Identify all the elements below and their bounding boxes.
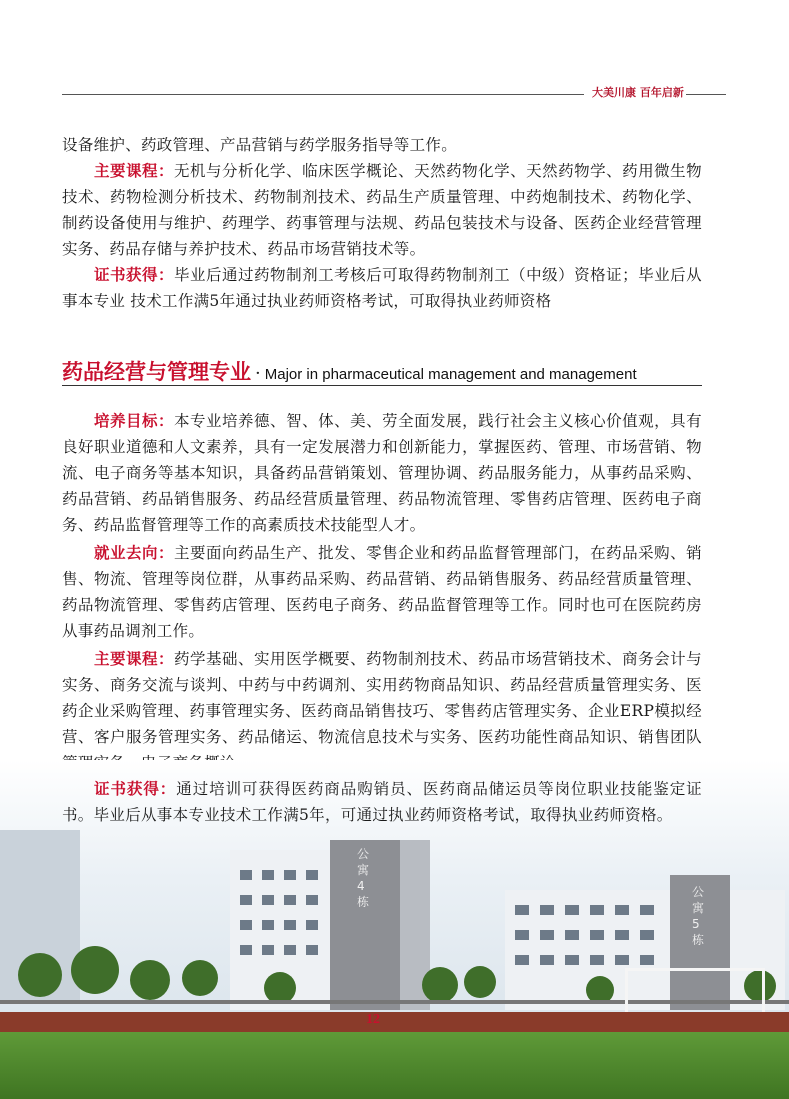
- header-rule-right: [686, 94, 726, 95]
- continuation-text: 设备维护、药政管理、产品营销与药学服务指导等工作。: [62, 136, 458, 154]
- courses-label: 主要课程：: [94, 649, 175, 668]
- section-title: [62, 356, 702, 386]
- cert-paragraph: [62, 776, 702, 828]
- top-cert-text: 毕业后通过药物制剂工考核后可取得药物制剂工（中级）资格证；毕业后从事本专业 技术工作满5年通过执业药师资格考试，可取得执业药师资格: [62, 266, 702, 310]
- employment-label: 就业去向：: [94, 543, 175, 562]
- continuation-paragraph: [62, 132, 702, 158]
- section-title-cn: 药品经营与管理专业: [62, 360, 251, 384]
- top-courses-paragraph: [62, 158, 702, 262]
- goal-text: 本专业培养德、智、体、美、劳全面发展，践行社会主义核心价值观，具有良好职业道德和人文素养，具有一定发展潜力和创新能力，掌握医药、管理、市场营销、物流、电子商务等基本知识，具备药品营销策划、管理协调、药品服务能力，从事药品采购、药品营销、药品销售服务、药品经营质量管理、药品物流管理、零售药店管理、医药电子商务、药品监督管理等工作的高素质技术技能型人才。: [62, 412, 702, 534]
- header-rule-left: [62, 94, 584, 95]
- dorm-building-left: [230, 840, 430, 1010]
- section-title-separator: ·: [255, 363, 261, 384]
- section-title-en: Major in pharmaceutical management and management: [264, 366, 637, 383]
- goal-label: 培养目标：: [94, 411, 175, 430]
- goal-paragraph: [62, 408, 702, 538]
- top-courses-label: 主要课程：: [94, 161, 175, 180]
- section-title-rule: [62, 385, 702, 386]
- employment-paragraph: [62, 540, 702, 644]
- sign-left: 公寓4栋: [357, 847, 370, 909]
- cert-label: 证书获得：: [94, 779, 177, 798]
- top-courses-text: 无机与分析化学、临床医学概论、天然药物化学、天然药物学、药用微生物技术、药物检测分析技术、药物制剂技术、药品生产质量管理、中药炮制技术、药物化学、制药设备使用与维护、药理学、药事管理与法规、药品包装技术与设备、医药企业经营管理实务、药品存储与养护技术、药品市场营销技术等。: [62, 162, 702, 258]
- page-number: 12: [366, 1012, 380, 1027]
- courses-paragraph: [62, 646, 702, 776]
- employment-text: 主要面向药品生产、批发、零售企业和药品监督管理部门，在药品采购、销售、物流、管理等岗位群，从事药品采购、药品营销、药品销售服务、药品经营质量管理、药品物流管理、零售药店管理、医药电子商务、药品监督管理等工作。同时也可在医院药房从事药品调剂工作。: [62, 544, 702, 640]
- courses-text: 药学基础、实用医学概要、药物制剂技术、药品市场营销技术、商务会计与实务、商务交流与谈判、中药与中药调剂、实用药物商品知识、药品经营质量管理实务、医药企业采购管理、药事管理实务、医药商品销售技巧、零售药店管理实务、企业ERP模拟经营、客户服务管理实务、药品储运、物流信息技术与实务、医药功能性商品知识、销售团队: [62, 650, 702, 746]
- top-cert-paragraph: [62, 262, 702, 314]
- top-cert-label: 证书获得：: [94, 265, 175, 284]
- sign-right: 公寓5栋: [692, 885, 705, 947]
- dorm-building-right: [505, 875, 785, 1010]
- header-slogan: 大美川康 百年启新: [592, 86, 684, 99]
- cert-text: 通过培训可获得医药商品购销员、医药商品储运员等岗位职业技能鉴定证书。毕业后从事本专业技术工作满5年，可通过执业药师资格考试，取得执业药师资格。: [62, 780, 702, 824]
